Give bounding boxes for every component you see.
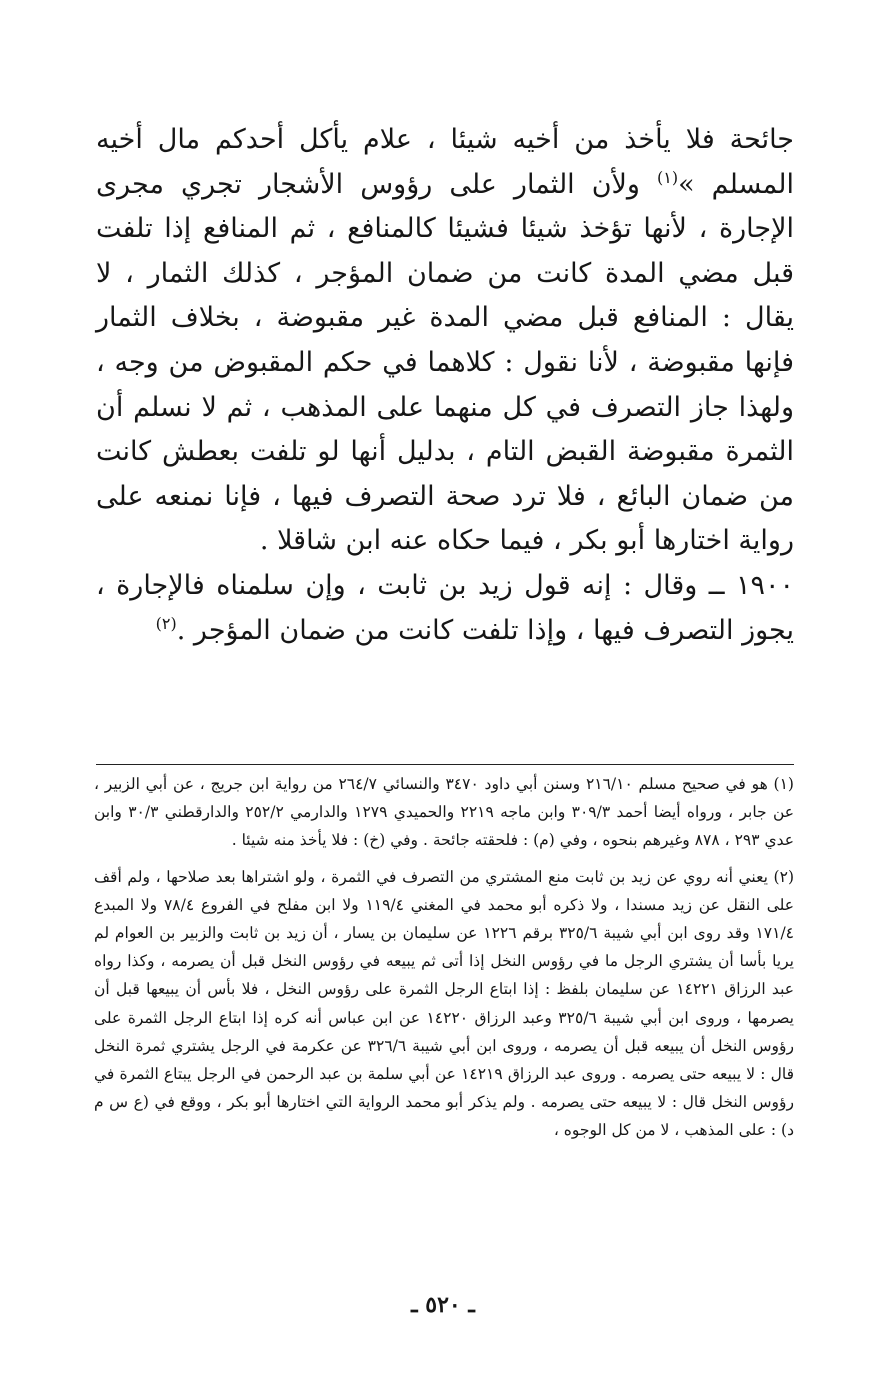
page-number: ـ ٥٢٠ ـ <box>411 1292 475 1318</box>
footnote-divider <box>96 764 794 765</box>
paragraph-1 <box>96 118 794 564</box>
paragraph-2-text: ١٩٠٠ ــ وقال : إنه قول زيد بن ثابت ، وإن سلمناه فالإجارة ، يجوز التصرف فيها ، وإذا تلفت كانت من ضمان المؤجر . <box>96 569 794 646</box>
footnote-marker-1: (١) <box>657 167 679 187</box>
footnote-2: (٢) يعني أنه روي عن زيد بن ثابت منع المشتري من التصرف في الثمرة ، ولو اشتراها بعد صلاحها ، ولم أقف على النقل عن زيد مسندا ، ولا ذكره أبو محمد في المغني ١١٩/٤ ولا ابن مفلح في الفروع ٧٨/٤ ولا المبدع ١٧١/٤ وقد روى ابن أبي شيبة ٣٢٥/٦ برقم ١٢٢٦ عن سليمان بن يسار ، أن زيد بن ثابت والزبير بن العوام لم يريا بأسا أن يشتري الرجل ما في رؤوس النخل إذا أتى ثم يبيعه في رؤوس النخل قبل أن يصرمه ، وكذا رواه عبد الرزاق ١٤٢٢١ عن سليمان بلفظ : إذا ابتاع الرجل الثمرة على رؤوس النخل ، فلا بأس أن يبيعها قبل أن يصرمها ، وروى ابن أبي شيبة ٣٢٥/٦ وعبد الرزاق ١٤٢٢٠ عن ابن عباس أنه كره إذا ابتاع الرجل الثمرة على رؤوس النخل أن يبيعه قبل أن يصرمه ، وروى ابن أبي شيبة ٣٢٦/٦ عن عكرمة في الرجل يشتري ثمرة النخل قال : لا يبيعه حتى يصرمه . وروى عبد الرزاق ١٤٢١٩ عن أبي سلمة بن عبد الرحمن في الرجل يبتاع الثمرة في رؤوس النخل قال : لا يبيعه حتى يصرمه . ولم يذكر أبو محمد الرواية التي اختارها أبو بكر ، ووقع في (ع س م د) : على المذهب ، لا من كل الوجوه ، <box>94 867 795 1140</box>
paragraph-2 <box>96 564 794 653</box>
main-text <box>96 118 794 653</box>
footnote-marker-2: (٢) <box>155 613 177 633</box>
paragraph-1-text-a: جائحة فلا يأخذ من أخيه شيئا ، علام يأكل أحدكم مال أخيه المسلم » <box>96 124 794 200</box>
footnote-1: (١) هو في صحيح مسلم ٢١٦/١٠ وسنن أبي داود ٣٤٧٠ والنسائي ٢٦٤/٧ من رواية ابن جريج ، عن أبي الزبير ، عن جابر ، ورواه أيضا أحمد ٣٠٩/٣ وابن ماجه ٢٢١٩ والحميدي ١٢٧٩ والدارمي ٢٥٢/٢ والدارقطني ٣٠/٣ وابن عدي ٢٩٣ ، ٨٧٨ وغيرهم بنحوه ، وفي (م) : فلحقته جائحة . وفي (خ) : فلا يأخذ منه شيئا . <box>94 775 794 850</box>
paragraph-1-text-b: ولأن الثمار على رؤوس الأشجار تجري مجرى الإجارة ، لأنها تؤخذ شيئا فشيئا كالمنافع ، ثم المنافع إذا تلفت قبل مضي المدة كانت من ضمان المؤجر ، كذلك الثمار ، لا يقال : المنافع قبل مضي المدة غير مقبوضة ، بخلاف الثمار فإنها مقبوضة ، لأنا نقول : كلاهما في حكم المقبوض من وجه ، ولهذا جاز التصرف في كل منهما على المذهب ، ثم لا نسلم أن الثمرة مقبوضة القبض التام ، بدليل أنها لو تلفت بعطش كانت من ضمان البائع ، فلا ترد صحة التصرف فيها ، فإنا نمنعه على رواية اختارها أبو بكر ، فيما حكاه عنه ابن شاقلا . <box>96 168 794 557</box>
footnotes <box>94 770 794 1153</box>
